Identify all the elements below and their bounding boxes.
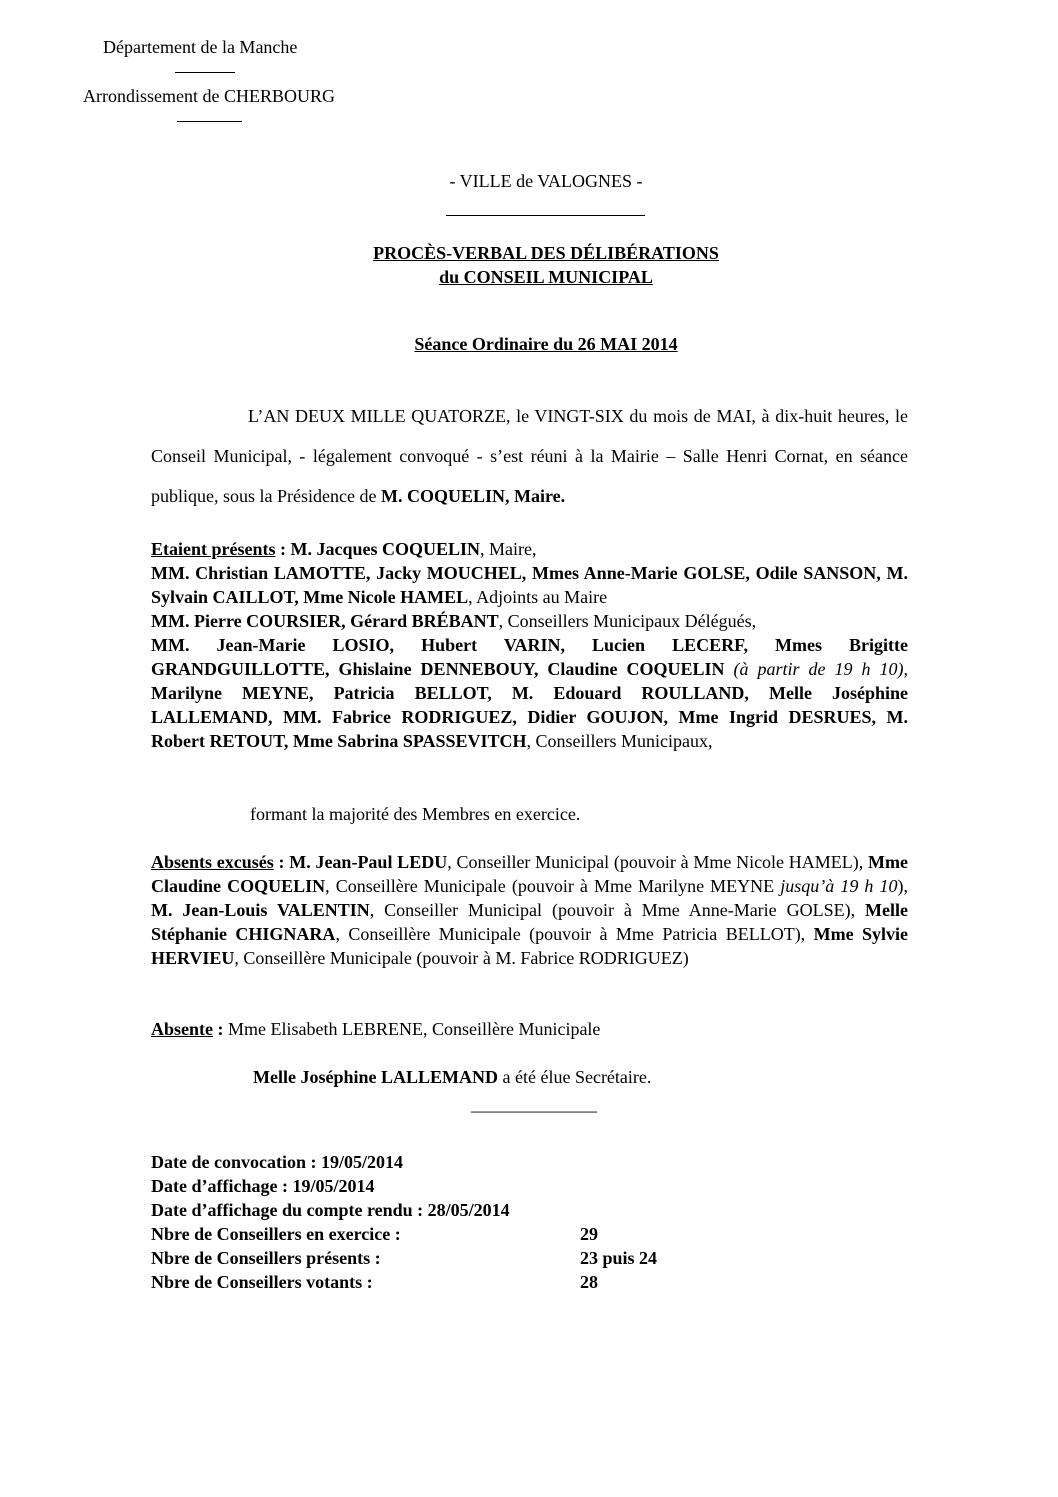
stat-presents-label: Nbre de Conseillers présents :: [151, 1248, 381, 1268]
absent-2-close: ),: [897, 876, 909, 896]
presents-delegues-role: , Conseillers Municipaux Délégués,: [498, 611, 757, 631]
stat-votants-label: Nbre de Conseillers votants :: [151, 1272, 373, 1292]
seance-text: Séance Ordinaire du 26 MAI 2014: [414, 334, 678, 354]
presents-paragraph: [151, 537, 908, 753]
absente-role: , Conseillère Municipale: [422, 1019, 601, 1039]
stat-votants: [151, 1272, 373, 1293]
absent-2-note: jusqu’à 19 h 10: [780, 876, 898, 896]
presents-delegues: [151, 609, 908, 633]
departement-label: [103, 37, 297, 58]
stat-compte-rendu-label: Date d’affichage du compte rendu : 28/05/2014: [151, 1200, 510, 1220]
absent-1-detail: , Conseiller Municipal (pouvoir à Mme Nicole HAMEL),: [447, 852, 869, 872]
presents-conseillers: [151, 633, 908, 753]
arrondissement-label: [83, 86, 335, 107]
majorite-line: [250, 804, 580, 825]
absent-4-name: Melle Stéphanie CHIGNARA: [151, 900, 908, 944]
intro-president: M. COQUELIN, Maire.: [380, 486, 566, 506]
majorite-text: formant la majorité des Membres en exercice.: [250, 804, 581, 824]
ville-rule: [446, 215, 645, 216]
stat-presents-value-text: 23 puis 24: [580, 1248, 658, 1268]
absents-excuses-sep: :: [273, 852, 290, 872]
absent-5-name: Mme Sylvie HERVIEU: [151, 924, 908, 968]
absent-4-detail: , Conseillère Municipale (pouvoir à Mme Patricia BELLOT),: [335, 924, 814, 944]
stat-convocation: [151, 1152, 403, 1173]
stat-votants-value: [580, 1272, 598, 1293]
absente-line: [151, 1019, 600, 1040]
stat-affichage: [151, 1176, 374, 1197]
absente-label: Absente: [151, 1019, 213, 1039]
absent-2-detail: , Conseillère Municipale (pouvoir à Mme Marilyne MEYNE: [325, 876, 781, 896]
presents-adjoints-names: MM. Christian LAMOTTE, Jacky MOUCHEL, Mmes Anne-Marie GOLSE, Odile SANSON, M. Sylvain CAILLOT, Mme Nicole HAMEL: [151, 563, 908, 607]
presents-conseillers-names: MM. Jean-Marie LOSIO, Hubert VARIN, Lucien LECERF, Mmes Brigitte GRANDGUILLOTTE, Ghislaine DENNEBOUY, Claudine COQUELIN: [151, 635, 908, 679]
absent-2-name: Mme Claudine COQUELIN: [151, 852, 908, 896]
stat-affichage-compte-rendu: [151, 1200, 510, 1221]
presents-line-maire: [151, 537, 908, 561]
departement-text: Département de la Manche: [103, 37, 298, 57]
presents-maire-role: , Maire,: [480, 539, 537, 559]
pv-title-line1: [296, 243, 796, 264]
arrondissement-text: Arrondissement de CHERBOURG: [83, 86, 335, 106]
pv-title-line2: [296, 267, 796, 288]
stat-exercice: [151, 1224, 401, 1245]
presents-delegues-names: MM. Pierre COURSIER, Gérard BRÉBANT: [151, 611, 499, 631]
presents-adjoints-role: , Adjoints au Maire: [468, 587, 608, 607]
pv-title-line2-text: du CONSEIL MUNICIPAL: [439, 267, 653, 287]
pv-title-line1-text: PROCÈS-VERBAL DES DÉLIBÉRATIONS: [373, 243, 719, 263]
header-rule-2: [177, 121, 242, 122]
stat-exercice-label: Nbre de Conseillers en exercice :: [151, 1224, 401, 1244]
absent-3-detail: , Conseiller Municipal (pouvoir à Mme Anne-Marie GOLSE),: [369, 900, 866, 920]
presents-maire: M. Jacques COQUELIN: [290, 539, 481, 559]
presents-conseillers-role: , Conseillers Municipaux,: [526, 731, 713, 751]
absents-excuses-label: Absents excusés: [151, 852, 274, 872]
absents-excuses-paragraph: [151, 850, 908, 970]
absent-5-detail: , Conseillère Municipale (pouvoir à M. Fabrice RODRIGUEZ): [234, 948, 689, 968]
presents-sep: :: [275, 539, 291, 559]
ville-text: - VILLE de VALOGNES -: [449, 171, 643, 191]
intro-text: L’AN DEUX MILLE QUATORZE, le VINGT-SIX du mois de MAI, à dix-huit heures, le Conseil Municipal, - légalement convoqué - s’est réuni à la Mairie – Salle Henri Cornat, en séance publique, sous la Présidence de: [151, 406, 908, 506]
header-rule-1: [175, 72, 235, 73]
stat-affichage-label: Date d’affichage : 19/05/2014: [151, 1176, 375, 1196]
stat-votants-value-text: 28: [580, 1272, 598, 1292]
stat-convocation-label: Date de convocation : 19/05/2014: [151, 1152, 403, 1172]
presents-label: Etaient présents: [151, 539, 276, 559]
absent-3-name: M. Jean-Louis VALENTIN: [151, 900, 370, 920]
section-separator: [471, 1094, 597, 1115]
presents-conseillers-note: (à partir de 19 h 10),: [724, 659, 909, 679]
ville-title: [296, 171, 796, 192]
stat-exercice-value: [580, 1224, 598, 1245]
stat-exercice-value-text: 29: [580, 1224, 598, 1244]
stat-presents-value: [580, 1248, 657, 1269]
secretaire-line: [253, 1067, 651, 1088]
seance-title: [296, 334, 796, 355]
presents-adjoints: [151, 561, 908, 609]
separator-text: ______________: [471, 1094, 597, 1114]
presents-conseillers-names-2: Marilyne MEYNE, Patricia BELLOT, M. Edouard ROULLAND, Melle Joséphine LALLEMAND, MM. Fabrice RODRIGUEZ, Didier GOUJON, Mme Ingrid DESRUES, M. Robert RETOUT, Mme Sabrina SPASSEVITCH: [151, 683, 908, 751]
intro-paragraph: [151, 396, 908, 516]
absent-1-name: M. Jean-Paul LEDU: [289, 852, 448, 872]
absente-sep: :: [213, 1019, 228, 1039]
secretaire-name: Melle Joséphine LALLEMAND: [253, 1067, 498, 1087]
absente-name: Mme Elisabeth LEBRENE: [228, 1019, 423, 1039]
secretaire-text: a été élue Secrétaire.: [498, 1067, 652, 1087]
stat-presents: [151, 1248, 381, 1269]
